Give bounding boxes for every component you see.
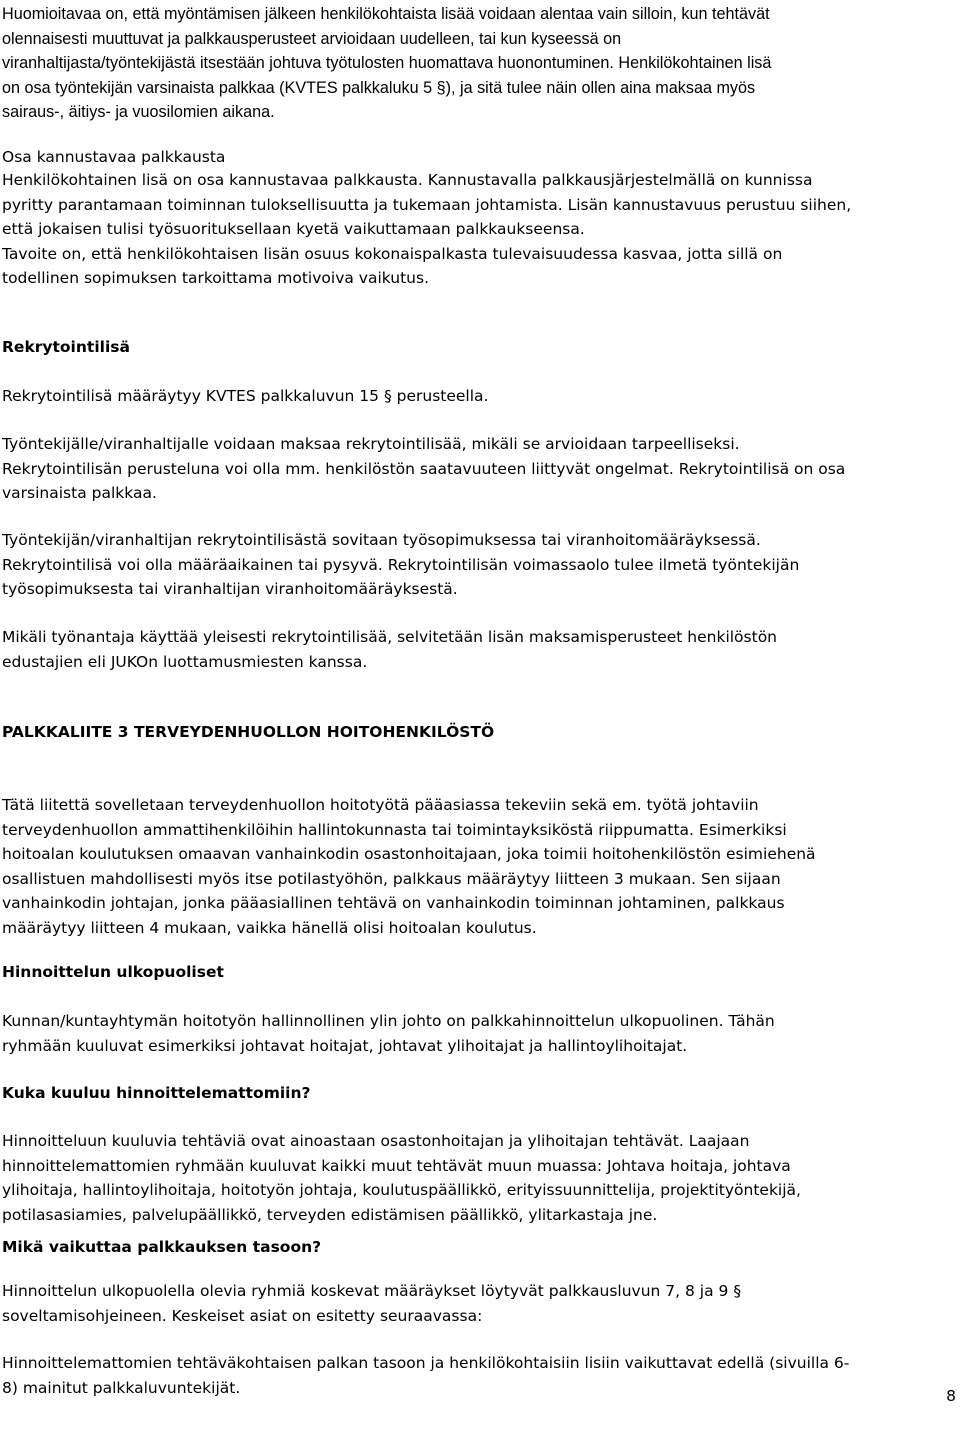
paragraph-unpriced-roles bbox=[2, 1129, 950, 1227]
paragraph-recruitment-employer bbox=[2, 625, 950, 674]
text-line: määräytyy liitteen 4 mukaan, vaikka hänellä olisi hoitoalan koulutus. bbox=[2, 918, 537, 937]
text-line: olennaisesti muuttuvat ja palkkausperusteet arvioidaan uudelleen, tai kun kyseessä on bbox=[2, 29, 622, 48]
text-line: Rekrytointilisän perusteluna voi olla mm. henkilöstön saatavuuteen liittyvät ongelmat. Rekrytointilisä on osa bbox=[2, 459, 846, 478]
text-line: Hinnoittelemattomien tehtäväkohtaisen palkan tasoon ja henkilökohtaisiin lisiin vaikuttavat edellä (sivuilla 6- bbox=[2, 1354, 850, 1372]
text-line: ylihoitaja, hallintoylihoitaja, hoitotyön johtaja, koulutuspäällikkö, erityissuunnittelija, projektityöntekijä, bbox=[2, 1181, 801, 1199]
paragraph-personal-allowance-reduction bbox=[2, 2, 950, 125]
text-line: potilasasiamies, palvelupäällikkö, terveyden edistämisen päällikkö, ylitarkastaja jne. bbox=[2, 1205, 658, 1224]
paragraph-pay-level-rules bbox=[2, 1279, 950, 1328]
text-line: että jokaisen tulisi työsuorituksellaan kyetä vaikuttamaan palkkaukseensa. bbox=[2, 220, 585, 238]
text-line: Huomioitavaa on, että myöntämisen jälkeen henkilökohtaista lisää voidaan alentaa vain silloin, kun tehtävät bbox=[2, 5, 770, 23]
paragraph-recruitment-agreement bbox=[2, 528, 950, 602]
text-line: Tavoite on, että henkilökohtaisen lisän osuus kokonaispalkasta tulevaisuudessa kasvaa, jotta sillä on bbox=[2, 244, 783, 263]
text-line: hoitoalan koulutuksen omaavan vanhainkodin osastonhoitajaan, joka toimii hoitohenkilöstön esimiehenä bbox=[2, 845, 816, 863]
heading-pay-appendix-3: PALKKALIITE 3 TERVEYDENHUOLLON HOITOHENKILÖSTÖ bbox=[2, 723, 495, 741]
text-line: pyritty parantamaan toiminnan tuloksellisuutta ja tukemaan johtamista. Lisän kannustavuus perustuu siihen, bbox=[2, 195, 852, 214]
text-line: ryhmään kuuluvat esimerkiksi johtavat hoitajat, johtavat ylihoitajat ja hallintoylihoitajat. bbox=[2, 1036, 688, 1055]
text-line: Rekrytointilisä määräytyy KVTES palkkaluvun 15 § perusteella. bbox=[2, 387, 489, 405]
text-line: Osa kannustavaa palkkausta bbox=[2, 148, 226, 166]
heading-unpriced-roles: Kuka kuuluu hinnoittelemattomiin? bbox=[2, 1084, 311, 1102]
text-line: Henkilökohtainen lisä on osa kannustavaa palkkausta. Kannustavalla palkkausjärjestelmällä on kunnissa bbox=[2, 171, 813, 189]
page-number: 8 bbox=[946, 1387, 956, 1405]
text-line: vanhainkodin johtajan, jonka pääasiallinen tehtävä on vanhainkodin toiminnan johtaminen, palkkaus bbox=[2, 894, 785, 912]
text-line: soveltamisohjeineen. Keskeiset asiat on esitetty seuraavassa: bbox=[2, 1306, 483, 1325]
text-line: Hinnoittelun ulkopuolella olevia ryhmiä koskevat määräykset löytyvät palkkausluvun 7, 8 ja 9 § bbox=[2, 1282, 742, 1300]
text-line: varsinaista palkkaa. bbox=[2, 484, 157, 502]
text-line: Hinnoitteluun kuuluvia tehtäviä ovat ainoastaan osastonhoitajan ja ylihoitajan tehtävät. Laajaan bbox=[2, 1132, 750, 1150]
heading-outside-pricing: Hinnoittelun ulkopuoliset bbox=[2, 963, 224, 981]
heading-recruitment-allowance: Rekrytointilisä bbox=[2, 338, 130, 356]
paragraph-outside-pricing bbox=[2, 1009, 950, 1058]
text-line: edustajien eli JUKOn luottamusmiesten kanssa. bbox=[2, 652, 368, 671]
text-line: terveydenhuollon ammattihenkilöihin hallintokunnasta tai toimintayksiköstä riippumatta. Esimerkiksi bbox=[2, 820, 787, 839]
paragraph-appendix-scope bbox=[2, 793, 950, 940]
text-line: Mikäli työnantaja käyttää yleisesti rekrytointilisää, selvitetään lisän maksamisperusteet henkilöstön bbox=[2, 628, 777, 646]
text-line: sairaus-, äitiys- ja vuosilomien aikana. bbox=[2, 103, 275, 121]
text-line: hinnoittelemattomien ryhmään kuuluvat kaikki muut tehtävät muun muassa: Johtava hoitaja, johtava bbox=[2, 1156, 791, 1175]
paragraph-pay-level-factors bbox=[2, 1351, 950, 1400]
text-line: viranhaltijasta/työntekijästä itsestään johtuva työtulosten huomattava huonontuminen. Henkilökohtainen lisä bbox=[2, 54, 772, 72]
paragraph-recruitment-payment bbox=[2, 432, 950, 506]
paragraph-incentive-pay bbox=[2, 168, 950, 291]
paragraph-recruitment-basis bbox=[2, 384, 950, 409]
text-line: on osa työntekijän varsinaista palkkaa (KVTES palkkaluku 5 §), ja sitä tulee näin ollen aina maksaa myös bbox=[2, 78, 756, 97]
text-line: Tätä liitettä sovelletaan terveydenhuollon hoitotyötä pääasiassa tekeviin sekä em. työtä johtaviin bbox=[2, 796, 759, 814]
text-line: työsopimuksesta tai viranhaltijan viranhoitomääräyksestä. bbox=[2, 580, 458, 598]
text-line: Kunnan/kuntayhtymän hoitotyön hallinnollinen ylin johto on palkkahinnoittelun ulkopuolinen. Tähän bbox=[2, 1012, 775, 1030]
text-line: Työntekijän/viranhaltijan rekrytointilisästä sovitaan työsopimuksessa tai viranhoitomääräyksessä. bbox=[2, 531, 761, 549]
subheading-incentive-pay bbox=[2, 145, 950, 170]
text-line: todellinen sopimuksen tarkoittama motivoiva vaikutus. bbox=[2, 269, 429, 287]
text-line: Rekrytointilisä voi olla määräaikainen tai pysyvä. Rekrytointilisän voimassaolo tulee ilmetä työntekijän bbox=[2, 555, 800, 574]
heading-pay-level-factors: Mikä vaikuttaa palkkauksen tasoon? bbox=[2, 1238, 322, 1256]
text-line: 8) mainitut palkkaluvuntekijät. bbox=[2, 1378, 241, 1397]
text-line: osallistuen mahdollisesti myös itse potilastyöhön, palkkaus määräytyy liitteen 3 mukaan. Sen sijaan bbox=[2, 869, 781, 888]
text-line: Työntekijälle/viranhaltijalle voidaan maksaa rekrytointilisää, mikäli se arvioidaan tarpeelliseksi. bbox=[2, 435, 740, 453]
